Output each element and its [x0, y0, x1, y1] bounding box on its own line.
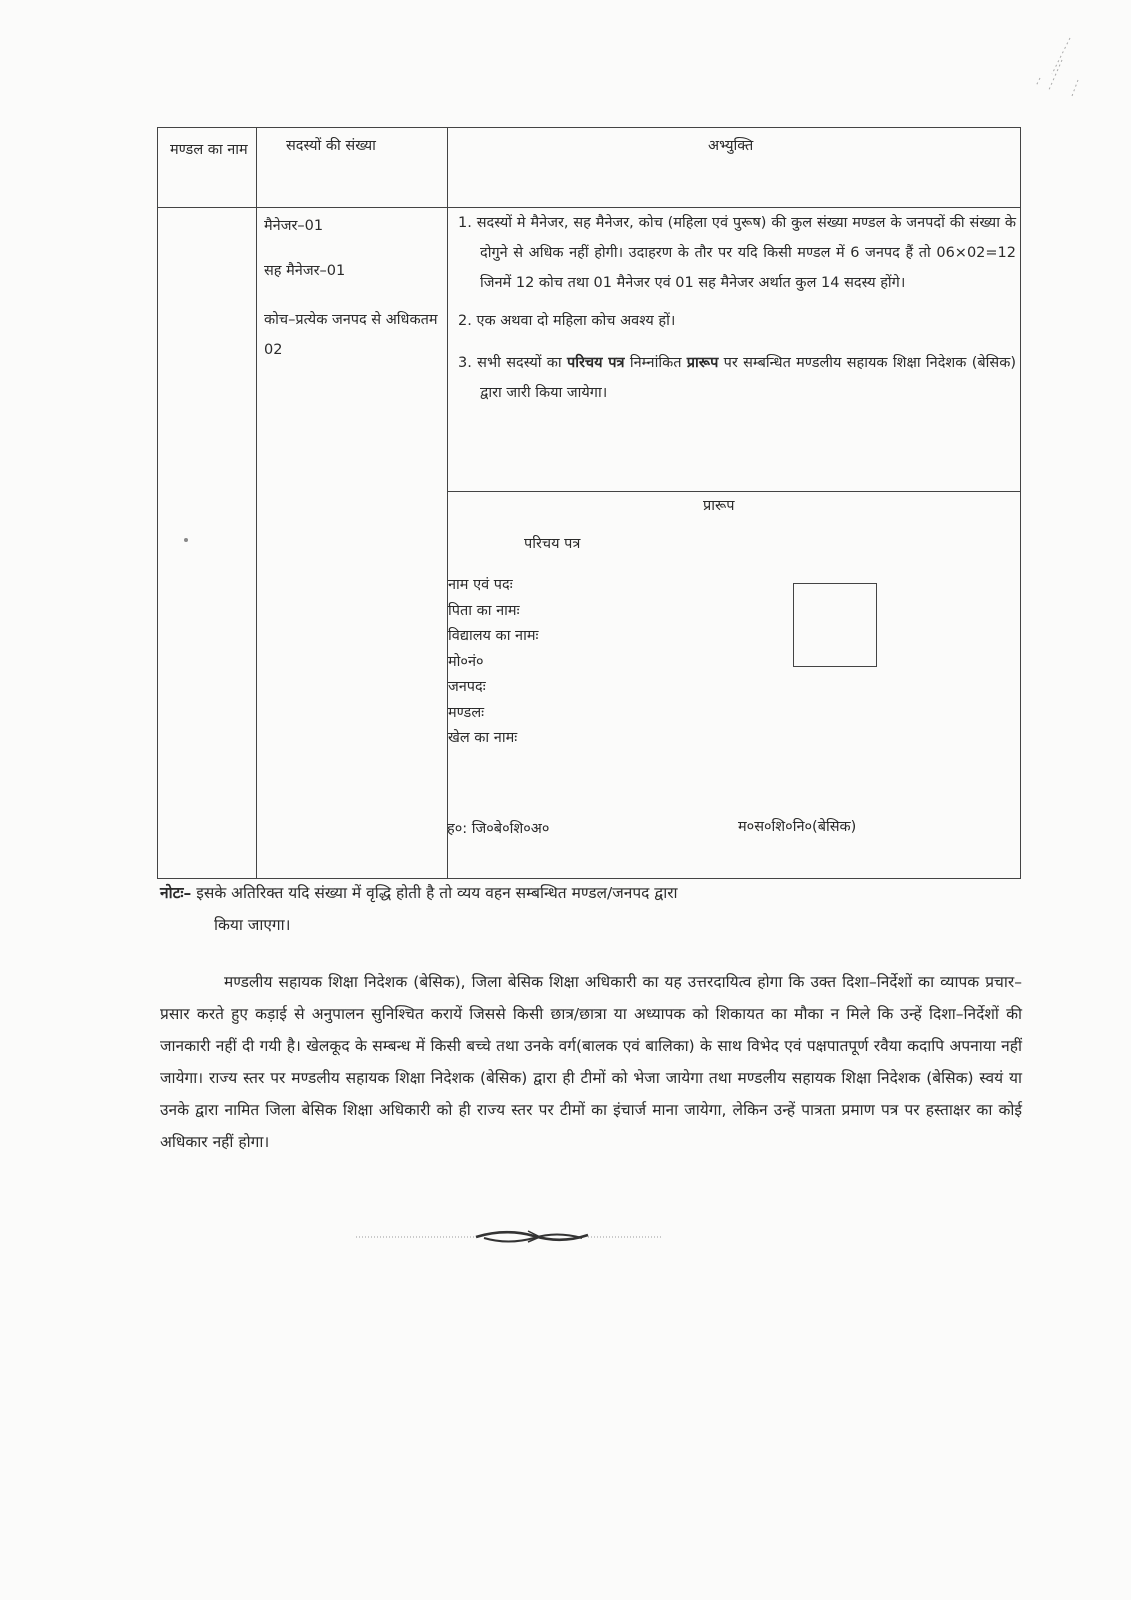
remark-point-3-text: निम्नांकित [624, 355, 687, 371]
committee-table [157, 127, 1021, 879]
member-co-manager: सह मैनेजर–01 [264, 263, 346, 279]
header-member-count: सदस्यों की संख्या [286, 138, 376, 154]
remark-point-3-bold-id-card: परिचय पत्र [567, 355, 625, 371]
remark-point-2: 2. एक अथवा दो महिला कोच अवश्य हों। [458, 313, 676, 329]
member-coach: कोच–प्रत्येक जनपद से अधिकतम 02 [264, 312, 438, 358]
scan-speck [184, 538, 188, 542]
note [160, 877, 1022, 941]
form-field-mobile: मो०नं० [448, 653, 484, 670]
header-mandal-name: मण्डल का नाम [170, 142, 248, 158]
photo-box [793, 583, 877, 667]
form-field-district: जनपदः [448, 679, 486, 695]
header-remarks: अभ्युक्ति [708, 138, 754, 154]
form-title: प्रारूप [703, 498, 735, 514]
signature-mandal-director: म०स०शि०नि०(बेसिक) [738, 819, 857, 835]
remark-point-3-text: 3. सभी सदस्यों का [458, 355, 567, 371]
ornament-divider [356, 1225, 662, 1245]
remarks-divider [447, 491, 1020, 492]
column-divider [256, 128, 257, 878]
body-paragraph: मण्डलीय सहायक शिक्षा निदेशक (बेसिक), जिला बेसिक शिक्षा अधिकारी का यह उत्तरदायित्व होगा कि उक्त दिशा–निर्देशों का व्यापक प्रचार–प्रसार करते हुए कड़ाई से अनुपालन सुनिश्चित करायें जिससे किसी छात्र/छात्रा या अध्यापक को शिकायत का मौका न मिले कि उन्हें दिशा–निर्देशों की जानकारी नहीं दी गयी है। खेलकूद के सम्बन्ध में किसी बच्चे तथा उनके वर्ग(बालक एवं बालिका) के साथ विभेद एवं पक्षपातपूर्ण रवैया कदापि अपनाया नहीं जायेगा। राज्य स्तर पर मण्डलीय सहायक शिक्षा निदेशक (बेसिक) द्वारा ही टीमों को भेजा जायेगा तथा मण्डलीय सहायक शिक्षा निदेशक (बेसिक) स्वयं या उनके द्वारा नामित जिला बेसिक शिक्षा अधिकारी को ही राज्य स्तर पर टीमों का इंचार्ज माना जायेगा, लेकिन उन्हें पात्रता प्रमाण पत्र पर हस्ताक्षर का कोई अधिकार नहीं होगा। [160, 972, 1022, 1151]
form-subtitle: परिचय पत्र [524, 536, 581, 552]
note-text: इसके अतिरिक्त यदि संख्या में वृद्धि होती है तो व्यय वहन सम्बन्धित मण्डल/जनपद द्वारा [191, 884, 678, 902]
remark-point-1: 1. सदस्यों मे मैनेजर, सह मैनेजर, कोच (महिला एवं पुरूष) की कुल संख्या मण्डल के जनपदों की संख्या के दोगुने से अधिक नहीं होगी। उदाहरण के तौर पर यदि किसी मण्डल में 6 जनपद हैं तो 06×02=12 जिनमें 12 कोच तथा 01 मैनेजर एवं 01 सह मैनेजर अर्थात कुल 14 सदस्य होंगे। [458, 215, 1016, 291]
remark-point-3-bold-format: प्रारूप [686, 355, 719, 371]
remark-point-3 [458, 348, 1016, 408]
remark-point-3-text: पर सम्बन्धित मण्डलीय सहायक शिक्षा निदेशक (बेसिक) द्वारा जारी किया जायेगा। [480, 355, 1017, 401]
member-manager: मैनेजर–01 [264, 218, 324, 234]
form-field-sport: खेल का नामः [448, 730, 518, 746]
form-field-name: नाम एवं पदः [448, 577, 513, 593]
form-fields [446, 573, 538, 752]
note-label: नोटः– [160, 884, 192, 902]
form-field-father: पिता का नामः [448, 602, 520, 619]
signature-district-officer: ह०: जि०बे०शि०अ० [447, 821, 550, 837]
form-field-school: विद्यालय का नामः [448, 628, 539, 644]
column-divider [447, 128, 448, 878]
scan-mark [1000, 30, 1090, 110]
remarks-list [458, 208, 1016, 408]
form-field-mandal: मण्डलः [448, 704, 485, 721]
note-text-continued: किया जाएगा। [214, 916, 291, 934]
